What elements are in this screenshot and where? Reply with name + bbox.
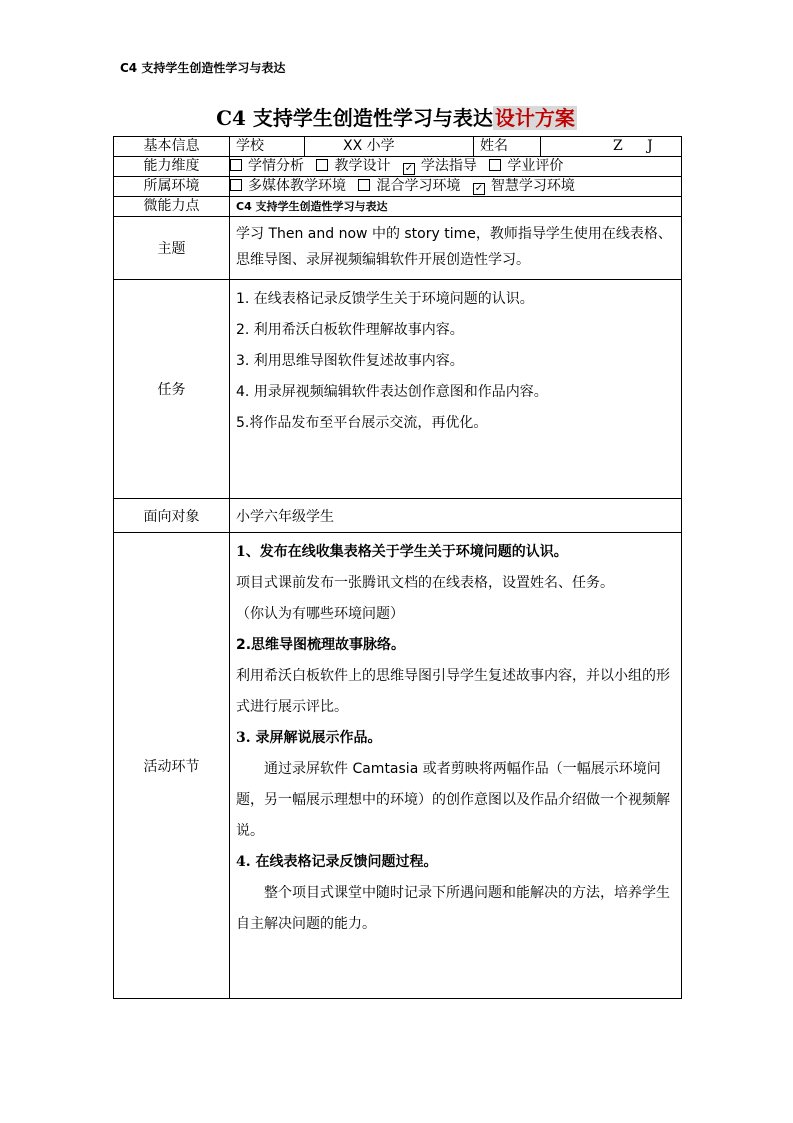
row-micro-ability <box>114 197 682 217</box>
option-label: 学业评价 <box>507 158 564 174</box>
school-value[interactable]: XX 小学 <box>305 137 474 156</box>
checkbox-icon[interactable] <box>489 159 501 171</box>
dimension-option-learning-guidance[interactable] <box>403 158 477 174</box>
task-item: 4. 用录屏视频编辑软件表达创作意图和作品内容。 <box>236 384 548 400</box>
theme-cell <box>230 217 682 280</box>
tasks-label: 任务 <box>114 280 230 499</box>
design-form-table <box>113 136 682 999</box>
activities-label: 活动环节 <box>114 533 230 999</box>
option-label: 智慧学习环境 <box>490 178 575 194</box>
title-highlight: 设计方案 <box>494 106 575 130</box>
activity-2-body: 利用希沃白板软件上的思维导图引导学生复述故事内容，并以小组的形式进行展示评比。 <box>236 668 670 715</box>
activity-1-title: 1、发布在线收集表格关于学生关于环境问题的认识。 <box>236 544 568 560</box>
task-item: 1. 在线表格记录反馈学生关于环境问题的认识。 <box>236 291 534 307</box>
env-option-smart[interactable] <box>473 178 575 194</box>
dimension-options <box>230 157 682 177</box>
dimension-label: 能力维度 <box>114 157 230 177</box>
activity-3-title: 3. 录屏解说展示作品。 <box>236 730 382 746</box>
theme-label: 主题 <box>114 217 230 280</box>
env-option-blended[interactable] <box>358 178 460 194</box>
row-activities <box>114 533 682 999</box>
page-header: C4 支持学生创造性学习与表达 <box>120 61 286 75</box>
school-label: 学校 <box>230 137 305 156</box>
row-audience <box>114 499 682 533</box>
row-theme <box>114 217 682 280</box>
task-item: 5.将作品发布至平台展示交流，再优化。 <box>236 415 488 431</box>
activity-2-title: 2.思维导图梳理故事脉络。 <box>236 637 406 653</box>
row-dimension <box>114 157 682 177</box>
dimension-option-teaching-design[interactable] <box>316 158 390 174</box>
row-environment <box>114 177 682 197</box>
checkbox-icon[interactable] <box>230 159 242 171</box>
basic-info-cell <box>230 137 682 157</box>
title-main: C4 支持学生创造性学习与表达 <box>216 106 493 130</box>
name-label: 姓名 <box>474 137 541 156</box>
activity-3-body: 通过录屏软件 Camtasia 或者剪映将两幅作品（一幅展示环境问题，另一幅展示理想中的环境）的创作意图以及作品介绍做一个视频解说。 <box>236 761 670 839</box>
basic-info-label: 基本信息 <box>114 137 230 157</box>
environment-options <box>230 177 682 197</box>
activities-cell <box>230 533 682 999</box>
page-title <box>0 102 793 131</box>
activity-1-body: 项目式课前发布一张腾讯文档的在线表格，设置姓名、任务。 <box>236 575 614 591</box>
checkbox-icon[interactable] <box>316 159 328 171</box>
checkbox-icon[interactable] <box>230 179 242 191</box>
task-item: 2. 利用希沃白板软件理解故事内容。 <box>236 322 464 338</box>
activity-4-title: 4. 在线表格记录反馈问题过程。 <box>236 854 438 870</box>
option-label: 多媒体教学环境 <box>248 178 346 194</box>
activity-4-body: 整个项目式课堂中随时记录下所遇问题和能解决的方法，培养学生自主解决问题的能力。 <box>236 885 670 932</box>
micro-ability-text: C4 支持学生创造性学习与表达 <box>236 200 388 213</box>
name-value[interactable]: Z J <box>613 138 663 154</box>
dimension-option-learning-analysis[interactable] <box>230 158 304 174</box>
option-label: 学情分析 <box>248 158 304 174</box>
row-tasks <box>114 280 682 499</box>
audience-label: 面向对象 <box>114 499 230 533</box>
checkbox-checked-icon[interactable]: ✓ <box>404 163 414 174</box>
tasks-cell <box>230 280 682 499</box>
env-option-multimedia[interactable] <box>230 178 346 194</box>
checkbox-icon[interactable] <box>358 179 370 191</box>
task-item: 3. 利用思维导图软件复述故事内容。 <box>236 353 464 369</box>
micro-ability-value <box>230 197 682 217</box>
environment-label: 所属环境 <box>114 177 230 197</box>
audience-cell <box>230 499 682 533</box>
option-label: 混合学习环境 <box>376 178 461 194</box>
option-label: 学法指导 <box>420 158 477 174</box>
micro-ability-label: 微能力点 <box>114 197 230 217</box>
row-basic-info <box>114 137 682 157</box>
theme-value: 学习 Then and now 中的 story time，教师指导学生使用在线表格、思维导图、录屏视频编辑软件开展创造性学习。 <box>236 226 672 268</box>
checkbox-checked-icon[interactable]: ✓ <box>474 183 484 194</box>
activity-1-note: （你认为有哪些环境问题） <box>236 606 404 622</box>
dimension-option-assessment[interactable] <box>489 158 563 174</box>
option-label: 教学设计 <box>334 158 391 174</box>
audience-value: 小学六年级学生 <box>236 508 334 525</box>
